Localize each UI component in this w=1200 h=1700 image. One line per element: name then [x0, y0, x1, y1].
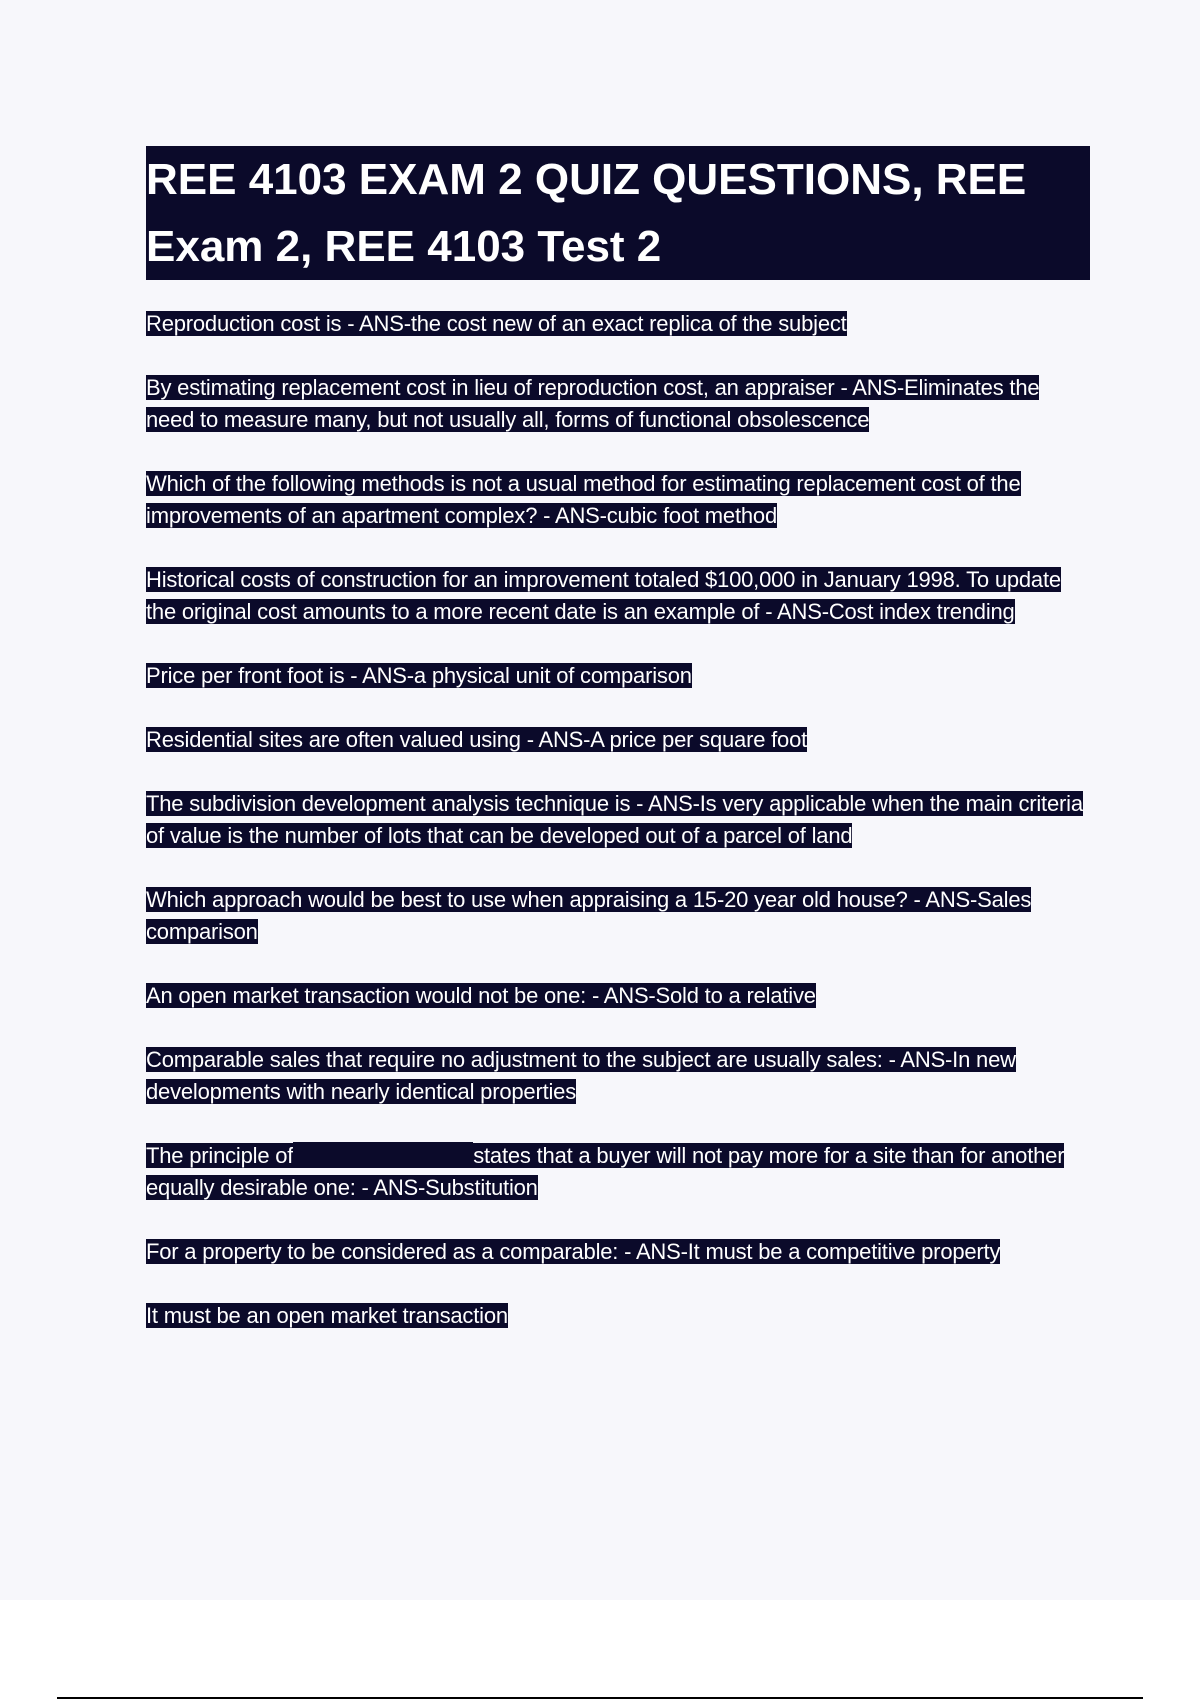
qa-text: Comparable sales that require no adjustment to the subject are usually sales: - ANS-In new developments with nearly identical properties	[146, 1047, 1016, 1104]
qa-text-before-blank: The principle of	[146, 1143, 294, 1168]
qa-item-10	[146, 1044, 1090, 1108]
qa-item-7	[146, 788, 1090, 852]
document-title-text: REE 4103 EXAM 2 QUIZ QUESTIONS, REE Exam 2, REE 4103 Test 2	[146, 155, 1027, 271]
page-footer-rule	[57, 1697, 1143, 1699]
qa-text: Reproduction cost is - ANS-the cost new of an exact replica of the subject	[146, 311, 847, 336]
qa-item-8	[146, 884, 1090, 948]
qa-text: By estimating replacement cost in lieu of reproduction cost, an appraiser - ANS-Eliminates the need to measure many, but not usually all, forms of functional obsolescence	[146, 375, 1040, 432]
qa-item-12	[146, 1236, 1090, 1268]
document-title	[146, 146, 1090, 280]
qa-text: Which approach would be best to use when appraising a 15-20 year old house? - ANS-Sales comparison	[146, 887, 1032, 944]
qa-text: Residential sites are often valued using - ANS-A price per square foot	[146, 727, 808, 752]
qa-text: Which of the following methods is not a usual method for estimating replacement cost of the improvements of an apartment complex? - ANS-cubic foot method	[146, 471, 1021, 528]
qa-text: For a property to be considered as a comparable: - ANS-It must be a competitive property	[146, 1239, 1001, 1264]
qa-item-4	[146, 564, 1090, 628]
qa-text: An open market transaction would not be one: - ANS-Sold to a relative	[146, 983, 816, 1008]
fill-in-blank	[293, 1142, 473, 1168]
qa-text: Historical costs of construction for an improvement totaled $100,000 in January 1998. To update the original cost amounts to a more recent date is an example of - ANS-Cost index trending	[146, 567, 1061, 624]
qa-text: It must be an open market transaction	[146, 1303, 508, 1328]
qa-text: The subdivision development analysis technique is - ANS-Is very applicable when the main criteria of value is the number of lots that can be developed out of a parcel of land	[146, 791, 1083, 848]
qa-item-5	[146, 660, 1090, 692]
qa-text-after-blank: states that a buyer will not pay more for a site than for another equally desirable one: - ANS-Substitution	[146, 1143, 1065, 1200]
qa-item-11	[146, 1140, 1090, 1204]
qa-item-2	[146, 372, 1090, 436]
qa-item-6	[146, 724, 1090, 756]
qa-text: Price per front foot is - ANS-a physical unit of comparison	[146, 663, 692, 688]
qa-item-1	[146, 308, 1090, 340]
document-content	[146, 146, 1090, 1364]
qa-item-9	[146, 980, 1090, 1012]
qa-item-13	[146, 1300, 1090, 1332]
qa-item-3	[146, 468, 1090, 532]
